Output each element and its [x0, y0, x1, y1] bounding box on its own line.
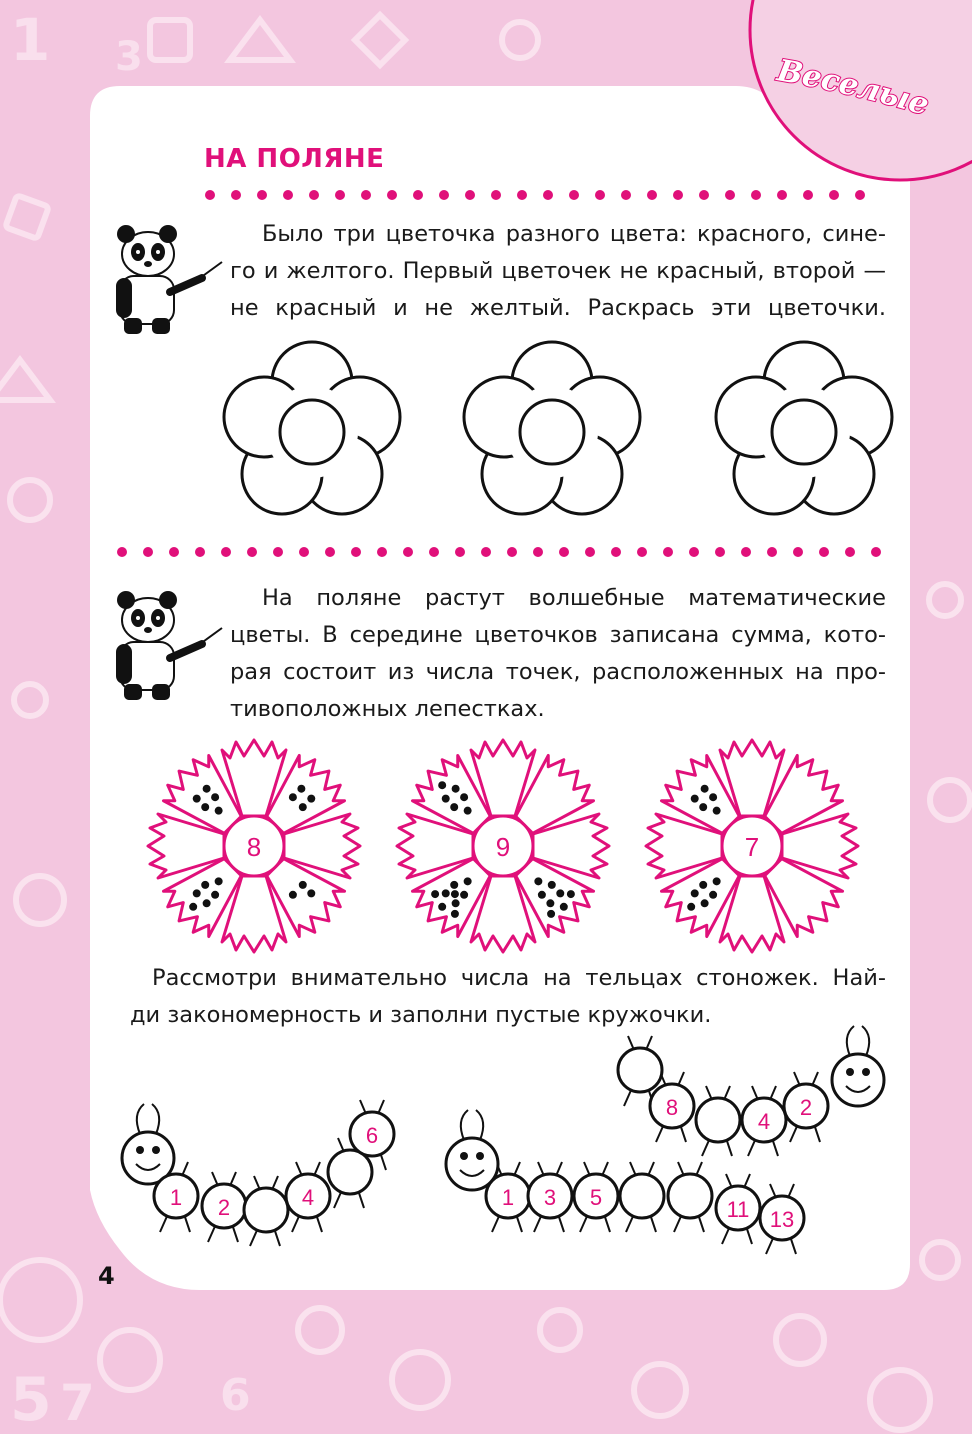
caterpillar-segment[interactable] — [328, 1150, 372, 1194]
svg-text:Веселые — [773, 53, 932, 120]
caterpillar-segment[interactable] — [696, 1098, 740, 1142]
task1-line: Было три цветочка разного цвета: красного, сине- — [262, 221, 886, 247]
task1-line: го и желтого. Первый цветочек не красный, второй — — [230, 258, 886, 284]
segment-number: 3 — [543, 1185, 557, 1210]
segment-number: 11 — [726, 1197, 750, 1222]
segment-number: 6 — [365, 1123, 379, 1148]
task2-line: На поляне растут волшебные математические — [262, 585, 886, 611]
task2-line: цветы. В середине цветочков записана сумма, кото- — [230, 622, 886, 648]
decor-digit: 1 — [10, 6, 51, 74]
segment-number: 1 — [169, 1185, 183, 1210]
decor-digit: 5 — [10, 1365, 52, 1434]
task3-text — [130, 960, 886, 1034]
caterpillar-segment[interactable] — [668, 1174, 712, 1218]
task2-line: тивоположных лепестках. — [230, 696, 545, 722]
segment-number: 2 — [217, 1195, 231, 1220]
page-number: 4 — [98, 1262, 115, 1290]
task3-line: ди закономерность и заполни пустые кружочки. — [130, 1002, 712, 1028]
task3-line: Рассмотри внимательно числа на тельцах стоножек. Най- — [152, 965, 886, 991]
task1-text — [230, 216, 886, 327]
segment-number: 2 — [799, 1095, 813, 1120]
segment-number: 5 — [589, 1185, 603, 1210]
badge-label: Веселые — [774, 53, 933, 120]
page-title: НА ПОЛЯНЕ — [204, 144, 385, 174]
caterpillar-segment[interactable] — [618, 1048, 662, 1092]
magic-flower — [646, 740, 858, 952]
magic-flower — [397, 740, 609, 952]
flower-center-number: 8 — [246, 832, 262, 862]
task2-line: рая состоит из числа точек, расположенных на про- — [230, 659, 886, 685]
flower-center-number: 9 — [495, 832, 511, 862]
decor-digit: 6 — [220, 1370, 251, 1421]
segment-number: 8 — [665, 1095, 679, 1120]
segment-number: 4 — [757, 1109, 771, 1134]
caterpillar-segment[interactable] — [620, 1174, 664, 1218]
magic-flower — [148, 740, 360, 952]
caterpillar-head — [832, 1054, 884, 1106]
segment-number: 1 — [501, 1185, 515, 1210]
task2-text — [230, 580, 886, 728]
task1-line: не красный и не желтый. Раскрась эти цветочки. — [230, 295, 886, 321]
segment-number: 13 — [769, 1207, 795, 1232]
decor-digit: 3 — [115, 34, 143, 80]
section-badge — [766, 40, 972, 120]
caterpillar-segment[interactable] — [244, 1188, 288, 1232]
flower-center-number: 7 — [744, 832, 760, 862]
decor-digit: 7 — [60, 1374, 95, 1432]
segment-number: 4 — [301, 1185, 315, 1210]
